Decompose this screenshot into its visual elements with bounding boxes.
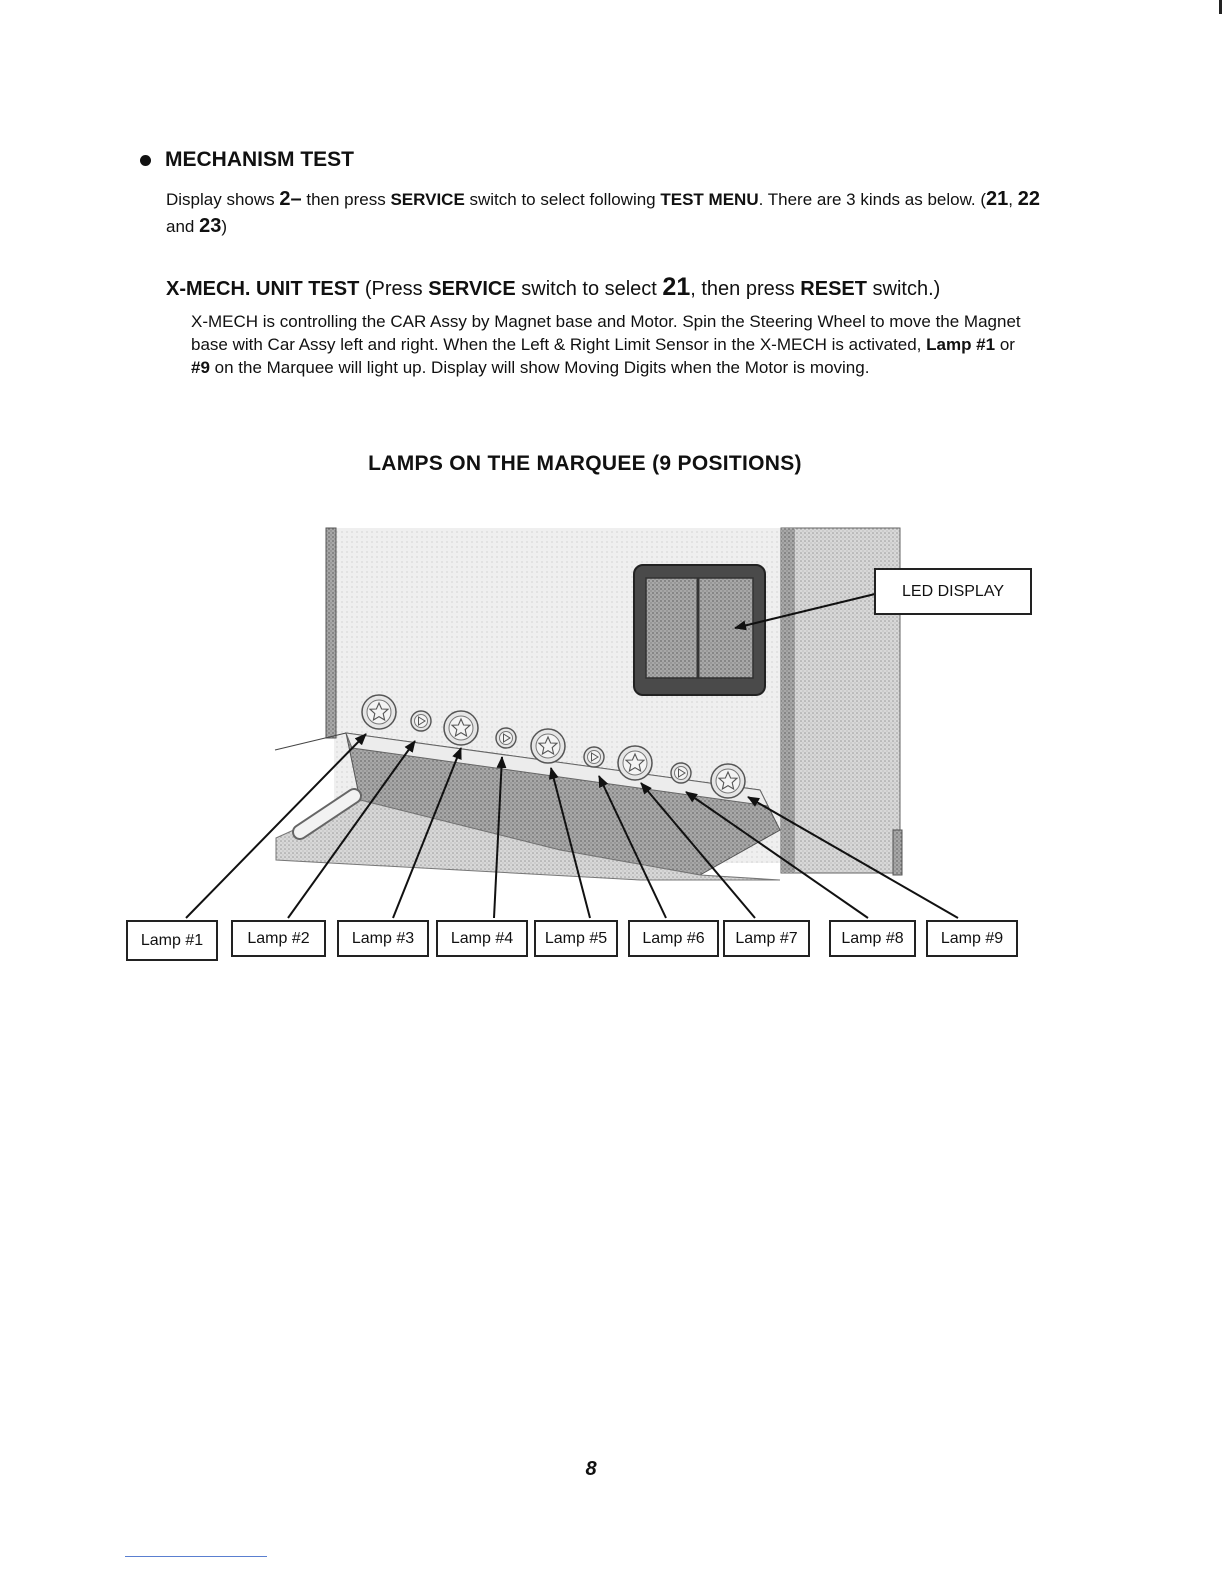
heading-text: (Press (359, 278, 429, 300)
desc-text: on the Marquee will light up. Display will show Moving Digits when the Motor is moving. (209, 358, 870, 377)
option-21: 21 (662, 273, 691, 301)
intro-text: and (166, 217, 200, 236)
right-pillar-edge (781, 528, 795, 873)
xmech-heading (166, 273, 940, 302)
lamp-8-callout: Lamp #8 (829, 920, 916, 957)
intro-paragraph (166, 186, 1046, 240)
option-22: 22 (1017, 188, 1040, 210)
section-heading (140, 148, 354, 172)
lamp-2-play-icon (411, 711, 431, 731)
intro-text: switch to select following (464, 190, 661, 209)
option-21: 21 (986, 188, 1009, 210)
page-number: 8 (585, 1458, 597, 1480)
heading-text: switch.) (866, 278, 941, 300)
lamp-7-star-icon (618, 746, 652, 780)
service-term: SERVICE (390, 190, 465, 209)
intro-text: , (1008, 190, 1018, 209)
lamp-3-callout: Lamp #3 (337, 920, 429, 957)
led-display-callout: LED DISPLAY (874, 568, 1032, 615)
footer-rule (125, 1556, 267, 1557)
intro-text: ) (221, 217, 228, 236)
right-edge-piece (893, 830, 902, 875)
lamp-2-callout: Lamp #2 (231, 920, 326, 957)
lamp-6-callout: Lamp #6 (628, 920, 719, 957)
heading-text: , then press (690, 278, 801, 300)
option-23: 23 (199, 215, 222, 237)
scan-edge-mark (1219, 0, 1222, 14)
test-menu-term: TEST MENU (660, 190, 759, 209)
display-code: 2– (279, 188, 302, 210)
lamp-3-star-icon (444, 711, 478, 745)
left-frame-post (326, 528, 336, 738)
lamp-1-star-icon (362, 695, 396, 729)
intro-text: then press (301, 190, 391, 209)
lamp-1-callout: Lamp #1 (126, 920, 218, 961)
xmech-title: X-MECH. UNIT TEST (166, 278, 360, 300)
bullet-icon (140, 155, 151, 166)
lamp-6-play-icon (584, 747, 604, 767)
lamp-5-callout: Lamp #5 (534, 920, 618, 957)
intro-text: . There are 3 kinds as below. ( (758, 190, 987, 209)
lamp-8-play-icon (671, 763, 691, 783)
xmech-description (191, 310, 1031, 379)
lamp-9-star-icon (711, 764, 745, 798)
section-title: MECHANISM TEST (165, 148, 354, 171)
lamp-1-term: Lamp #1 (926, 335, 996, 354)
lamp-7-callout: Lamp #7 (723, 920, 810, 957)
service-term: SERVICE (428, 278, 516, 300)
lamp-4-play-icon (496, 728, 516, 748)
led-display (634, 565, 765, 695)
lamp-4-callout: Lamp #4 (436, 920, 528, 957)
desc-text: X-MECH is controlling the CAR Assy by Magnet base and Motor. Spin the Steering Wheel to move the Magnet base with Car Assy left and right. When the Left & Right Limit Sensor in the X-MECH is activated, (191, 312, 1021, 354)
lamp-5-star-icon (531, 729, 565, 763)
lamp-9-callout: Lamp #9 (926, 920, 1018, 957)
heading-text: switch to select (515, 278, 663, 300)
marquee-figure (0, 520, 1224, 990)
reset-term: RESET (800, 278, 867, 300)
lamp-9-term: #9 (191, 358, 210, 377)
figure-title: LAMPS ON THE MARQUEE (9 POSITIONS) (368, 452, 802, 475)
intro-text: Display shows (166, 190, 280, 209)
desc-text: or (995, 335, 1015, 354)
